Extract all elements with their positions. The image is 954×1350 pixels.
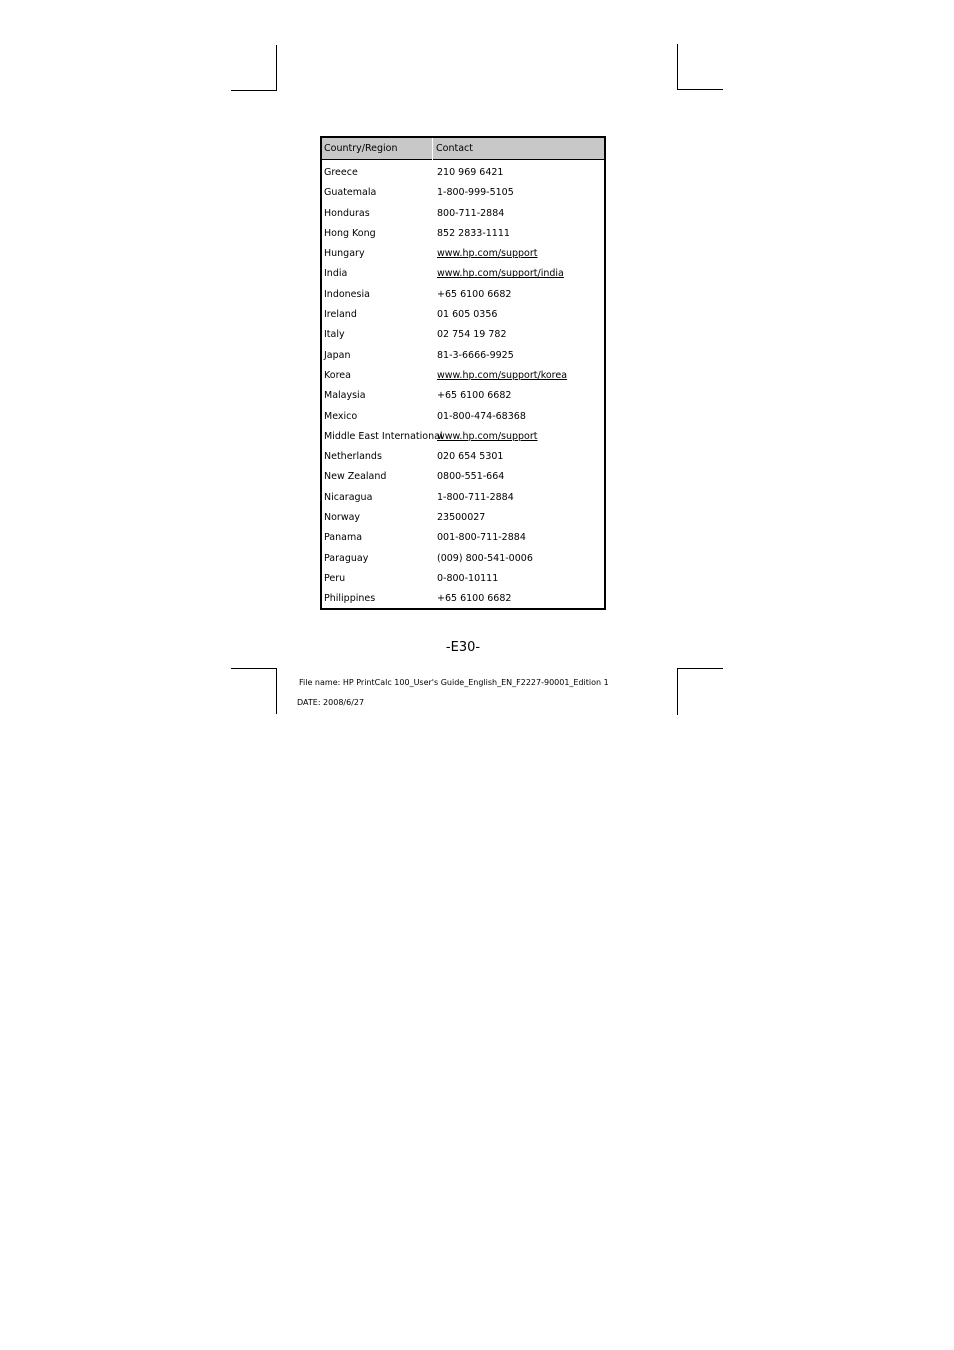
- table-header: [322, 138, 604, 160]
- country-cell: Ireland: [324, 309, 357, 321]
- country-cell: Guatemala: [324, 187, 377, 199]
- footer-date: DATE: 2008/6/27: [297, 698, 365, 707]
- contact-table: [320, 136, 606, 610]
- country-cell: Norway: [324, 512, 361, 524]
- table-row: [322, 511, 604, 531]
- country-cell: Middle East International: [324, 430, 443, 442]
- header-divider: [432, 138, 433, 160]
- country-cell: Italy: [324, 329, 345, 341]
- table-row: [322, 349, 604, 369]
- contact-cell: 23500027: [437, 512, 486, 524]
- table-row: [322, 186, 604, 206]
- contact-link[interactable]: www.hp.com/support: [437, 248, 538, 260]
- contact-link[interactable]: www.hp.com/support/korea: [437, 369, 568, 381]
- contact-cell: 800-711-2884: [437, 207, 505, 219]
- country-cell: Korea: [324, 369, 351, 381]
- contact-cell: 210 969 6421: [437, 167, 504, 178]
- table-row: [322, 450, 604, 470]
- table-row: [322, 288, 604, 308]
- country-cell: Greece: [324, 167, 358, 178]
- contact-cell: 852 2833-1111: [437, 227, 510, 239]
- contact-cell: +65 6100 6682: [437, 288, 512, 300]
- contact-cell: 02 754 19 782: [437, 329, 507, 341]
- crop-mark-top-right-vertical: [677, 44, 678, 90]
- contact-cell: 01-800-474-68368: [437, 410, 526, 422]
- country-cell: New Zealand: [324, 471, 387, 483]
- header-country-region: Country/Region: [324, 143, 398, 154]
- table-row: [322, 328, 604, 348]
- country-cell: Philippines: [324, 593, 376, 605]
- crop-mark-bottom-right-vertical: [677, 668, 678, 715]
- table-row: [322, 308, 604, 328]
- page-number: -E30-: [445, 640, 481, 655]
- country-cell: Malaysia: [324, 390, 366, 402]
- table-row: [322, 227, 604, 247]
- table-row: [322, 552, 604, 572]
- contact-cell: 0800-551-664: [437, 471, 505, 483]
- country-cell: Nicaragua: [324, 491, 373, 503]
- contact-cell: 020 654 5301: [437, 451, 504, 463]
- contact-link[interactable]: www.hp.com/support: [437, 430, 538, 442]
- country-cell: Honduras: [324, 207, 370, 219]
- country-cell: Netherlands: [324, 451, 382, 463]
- country-cell: India: [324, 268, 348, 280]
- footer-file-name: File name: HP PrintCalc 100_User's Guide_English_EN_F2227-90001_Edition 1: [299, 678, 609, 687]
- table-row: [322, 267, 604, 287]
- country-cell: Mexico: [324, 410, 358, 422]
- table-row: [322, 247, 604, 267]
- table-row: [322, 166, 604, 186]
- table-row: [322, 389, 604, 409]
- contact-cell: 81-3-6666-9925: [437, 349, 514, 361]
- table-row: [322, 572, 604, 592]
- header-contact: Contact: [436, 143, 473, 154]
- contact-cell: 0-800-10111: [437, 572, 499, 584]
- crop-mark-bottom-left-vertical: [276, 668, 277, 714]
- country-cell: Paraguay: [324, 552, 369, 564]
- contact-cell: +65 6100 6682: [437, 390, 512, 402]
- contact-cell: 1-800-711-2884: [437, 491, 514, 503]
- country-cell: Japan: [324, 349, 351, 361]
- table-row: [322, 207, 604, 227]
- crop-mark-top-right-horizontal: [677, 89, 723, 90]
- contact-cell: 01 605 0356: [437, 309, 498, 321]
- country-cell: Hungary: [324, 248, 365, 260]
- country-cell: Hong Kong: [324, 227, 376, 239]
- crop-mark-bottom-left-horizontal: [231, 668, 276, 669]
- contact-cell: +65 6100 6682: [437, 593, 512, 605]
- table-row: [322, 410, 604, 430]
- table-row: [322, 470, 604, 490]
- table-row: [322, 491, 604, 511]
- crop-mark-top-left-horizontal: [231, 90, 276, 91]
- table-row: [322, 369, 604, 389]
- table-row: [322, 592, 604, 612]
- table-row: [322, 430, 604, 450]
- table-row: [322, 531, 604, 551]
- country-cell: Peru: [324, 572, 346, 584]
- contact-cell: (009) 800-541-0006: [437, 552, 533, 564]
- table-body: [322, 166, 604, 613]
- contact-cell: 001-800-711-2884: [437, 532, 526, 544]
- crop-mark-bottom-right-horizontal: [677, 668, 723, 669]
- crop-mark-top-left-vertical: [276, 45, 277, 91]
- contact-link[interactable]: www.hp.com/support/india: [437, 268, 564, 280]
- country-cell: Indonesia: [324, 288, 370, 300]
- country-cell: Panama: [324, 532, 363, 544]
- contact-cell: 1-800-999-5105: [437, 187, 514, 199]
